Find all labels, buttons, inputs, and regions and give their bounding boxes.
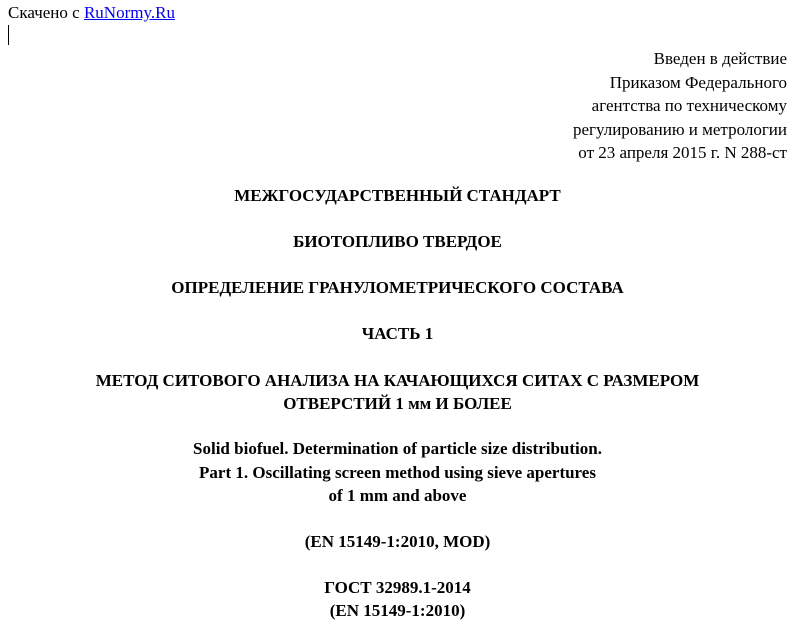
method-heading	[0, 369, 790, 415]
english-title	[0, 437, 790, 508]
en-number: (EN 15149-1:2010)	[329, 601, 466, 620]
approval-line: регулированию и метрологии	[572, 119, 787, 139]
product-heading: БИОТОПЛИВО ТВЕРДОЕ	[293, 232, 502, 251]
source-link[interactable]: RuNormy.Ru	[83, 3, 175, 22]
english-title-line: Part 1. Oscillating screen method using sieve apertures	[199, 462, 596, 482]
source-line	[8, 3, 175, 23]
english-title-line: of 1 mm and above	[328, 486, 467, 505]
english-title-line: Solid biofuel. Determination of particle size distribution.	[193, 439, 602, 458]
text-cursor	[8, 25, 9, 45]
gost-number: ГОСТ 32989.1-2014	[324, 578, 471, 597]
approval-line: Приказом Федерального	[609, 72, 787, 92]
source-prefix: Скачено с	[8, 3, 84, 22]
gost-number-heading	[0, 576, 790, 622]
approval-line: Введен в действие	[653, 49, 787, 68]
approval-line: агентства по техническому	[591, 96, 787, 115]
part-heading: ЧАСТЬ 1	[361, 324, 434, 343]
approval-line: от 23 апреля 2015 г. N 288-ст	[578, 143, 787, 162]
method-heading-line: ОТВЕРСТИЙ 1 мм И БОЛЕЕ	[283, 394, 512, 413]
method-heading-line: МЕТОД СИТОВОГО АНАЛИЗА НА КАЧАЮЩИХСЯ СИТАХ С РАЗМЕРОМ	[95, 371, 700, 390]
subject-heading: ОПРЕДЕЛЕНИЕ ГРАНУЛОМЕТРИЧЕСКОГО СОСТАВА	[171, 278, 624, 297]
standard-type-heading: МЕЖГОСУДАРСТВЕННЫЙ СТАНДАРТ	[234, 186, 561, 205]
reference-heading: (EN 15149-1:2010, MOD)	[304, 532, 491, 551]
approval-block	[573, 47, 787, 165]
